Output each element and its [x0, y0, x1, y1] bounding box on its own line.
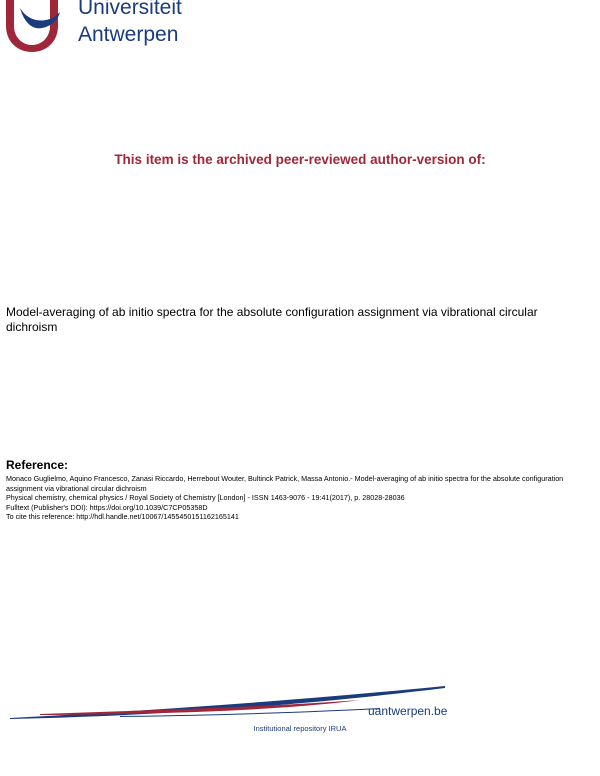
reference-fulltext-link[interactable]: Fulltext (Publisher's DOI): https://doi.org/10.1039/C7CP05358D [6, 502, 208, 512]
reference-cite-link[interactable]: To cite this reference: http://hdl.handle.net/10067/1455450151162165141 [6, 512, 239, 522]
reference-journal: Physical chemistry, chemical physics / Royal Society of Chemistry [London] - ISSN 1463-9076 - 19:41(2017), p. 28028-28036 [6, 493, 405, 503]
footer-repository-label: Institutional repository IRUA [253, 724, 347, 733]
footer-swoosh-graphic [0, 678, 600, 728]
footer-brand-link[interactable]: uantwerpen.be [368, 704, 448, 718]
logo-text-line2: Antwerpen [78, 23, 179, 46]
reference-block [6, 474, 591, 522]
university-logo [0, 0, 200, 56]
article-title: Model-averaging of ab initio spectra for the absolute configuration assignment via vibrational circular dichroism [6, 305, 538, 334]
archive-notice-heading: This item is the archived peer-reviewed author-version of: [114, 152, 486, 167]
university-emblem-icon [0, 0, 76, 56]
reference-heading: Reference: [6, 458, 69, 472]
logo-text-line1: Universiteit [78, 0, 182, 19]
reference-citation: Monaco Guglielmo, Aquino Francesco, Zanasi Riccardo, Herrebout Wouter, Bultinck Patrick, Massa Antonio.- Model-averaging of ab initio spectra for the absolute configuration assignment via vibrational circular dichroism [6, 474, 564, 493]
